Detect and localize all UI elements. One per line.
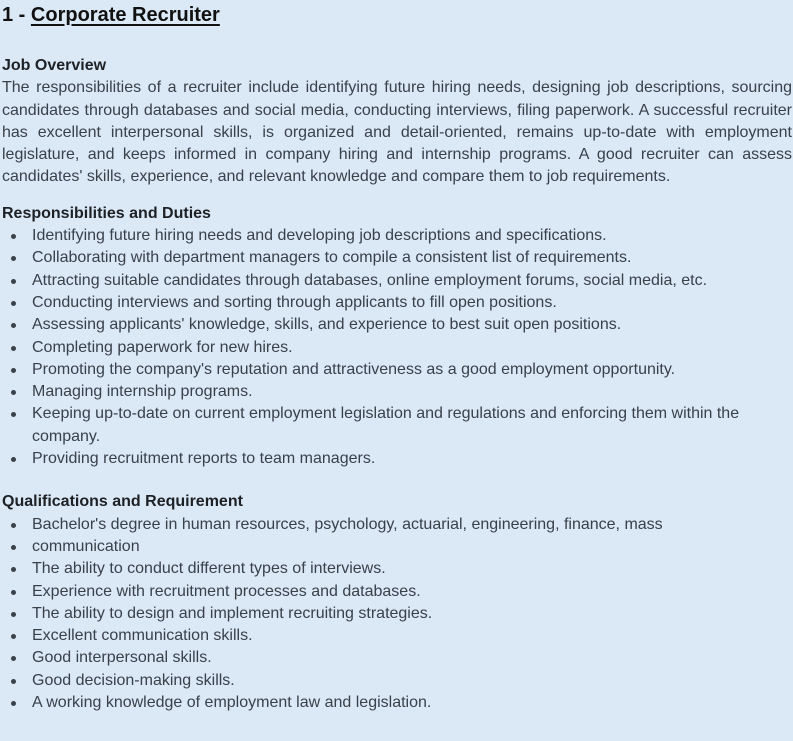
bullet-icon <box>11 567 16 572</box>
list-item <box>2 381 792 403</box>
list-item-text: A working knowledge of employment law and legislation. <box>32 694 432 712</box>
bullet-icon <box>11 590 16 595</box>
list-item-text: Collaborating with department managers to compile a consistent list of requirements. <box>32 249 632 267</box>
list-item-text: Experience with recruitment processes and databases. <box>32 582 421 600</box>
bullet-icon <box>11 701 16 706</box>
bullet-icon <box>11 656 16 661</box>
list-item <box>2 603 792 625</box>
list-item-text: Keeping up-to-date on current employment legislation and regulations and enforcing them within the company. <box>32 405 740 445</box>
list-item <box>2 225 792 247</box>
title-text: Corporate Recruiter <box>30 4 220 26</box>
list-item <box>2 314 792 336</box>
list-item <box>2 292 792 314</box>
list-item <box>2 558 792 580</box>
list-item <box>2 448 792 470</box>
bullet-icon <box>11 234 16 239</box>
title-number-prefix: 1 - <box>2 4 31 26</box>
list-item <box>2 337 792 359</box>
bullet-icon <box>11 279 16 284</box>
list-item <box>2 647 792 669</box>
bullet-icon <box>11 256 16 261</box>
bullet-icon <box>11 612 16 617</box>
bullet-icon <box>11 323 16 328</box>
bullet-icon <box>11 679 16 684</box>
list-item <box>2 247 792 269</box>
list-item-text: Excellent communication skills. <box>32 627 253 645</box>
list-item-text: communication <box>32 537 140 555</box>
list-item <box>2 403 792 448</box>
bullet-icon <box>11 346 16 351</box>
bullet-icon <box>11 457 16 462</box>
bullet-icon <box>11 412 16 417</box>
list-item-text: Promoting the company's reputation and attractiveness as a good employment opportunity. <box>32 360 676 378</box>
list-item <box>2 581 792 603</box>
section-heading-job-overview: Job Overview <box>2 57 107 74</box>
list-item-text: Managing internship programs. <box>32 383 253 401</box>
list-item-text: Conducting interviews and sorting through applicants to fill open positions. <box>32 293 557 311</box>
list-item-text: Assessing applicants' knowledge, skills, and experience to best suit open positions. <box>32 316 622 334</box>
list-item <box>2 514 792 536</box>
list-item-text: Good interpersonal skills. <box>32 649 212 667</box>
list-item <box>2 536 792 558</box>
section-heading-responsibilities: Responsibilities and Duties <box>2 204 211 222</box>
list-item-text: Good decision-making skills. <box>32 671 235 689</box>
list-item <box>2 359 792 381</box>
document-title <box>2 3 792 28</box>
list-item-text: The ability to conduct different types of interviews. <box>32 560 386 578</box>
list-item <box>2 625 792 647</box>
bullet-icon <box>11 545 16 550</box>
bullet-icon <box>11 523 16 528</box>
list-item <box>2 692 792 714</box>
job-overview-paragraph: The responsibilities of a recruiter include identifying future hiring needs, designing job descriptions, sourcing candidates through databases and social media, conducting interviews, filing paperwork. A successful recruiter has excellent interpersonal skills, is organized and detail-oriented, remains up-to-date with employment legislature, and keeps informed in company hiring and internship programs. A good recruiter can assess candidates' skills, experience, and relevant knowledge and compare them to job requirements. <box>2 79 792 186</box>
bullet-icon <box>11 390 16 395</box>
qualifications-list <box>2 514 792 715</box>
section-heading-qualifications: Qualifications and Requirement <box>2 493 243 511</box>
list-item <box>2 270 792 292</box>
list-item-text: Bachelor's degree in human resources, psychology, actuarial, engineering, finance, mass <box>32 515 663 533</box>
responsibilities-list <box>2 225 792 470</box>
list-item <box>2 670 792 692</box>
bullet-icon <box>11 634 16 639</box>
list-item-text: Identifying future hiring needs and developing job descriptions and specifications. <box>32 227 607 245</box>
bullet-icon <box>11 301 16 306</box>
list-item-text: Providing recruitment reports to team managers. <box>32 450 376 468</box>
list-item-text: Completing paperwork for new hires. <box>32 338 293 356</box>
list-item-text: Attracting suitable candidates through databases, online employment forums, social media, etc. <box>32 271 708 289</box>
list-item-text: The ability to design and implement recruiting strategies. <box>32 604 433 622</box>
bullet-icon <box>11 368 16 373</box>
